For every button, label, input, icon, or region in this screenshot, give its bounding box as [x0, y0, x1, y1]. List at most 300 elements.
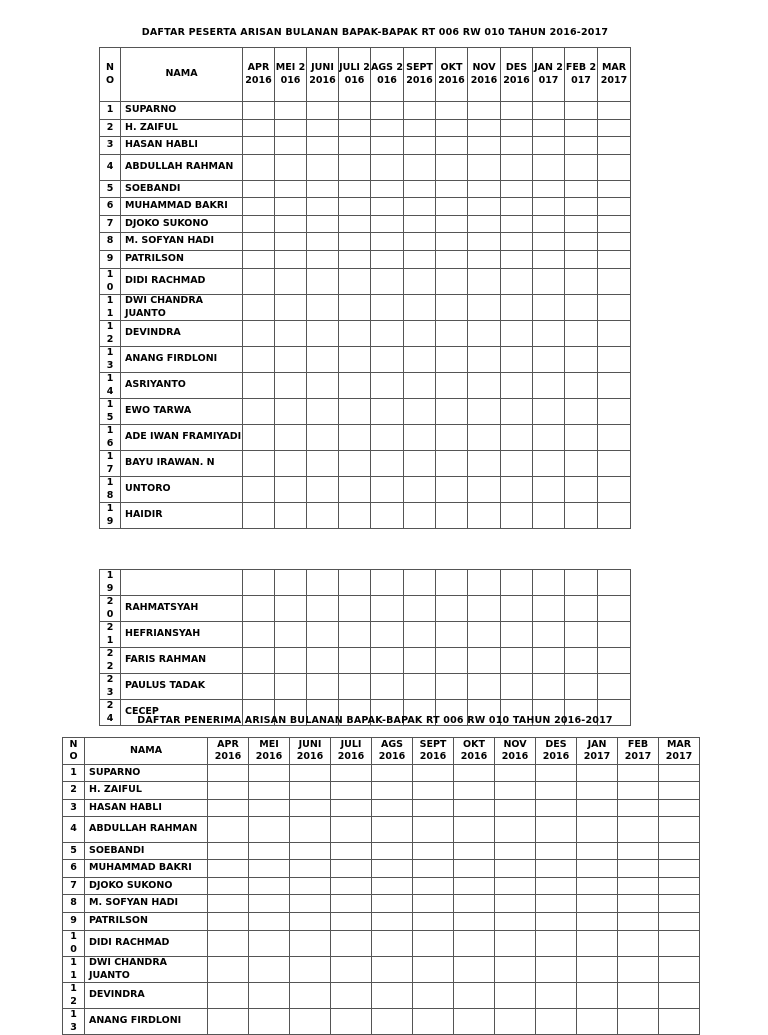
- month-cell[interactable]: [468, 477, 501, 503]
- month-cell[interactable]: [536, 817, 577, 843]
- month-cell[interactable]: [371, 181, 404, 198]
- month-cell[interactable]: [404, 233, 436, 251]
- month-cell[interactable]: [533, 216, 565, 233]
- month-cell[interactable]: [659, 1009, 700, 1035]
- month-cell[interactable]: [371, 477, 404, 503]
- month-cell[interactable]: [307, 233, 339, 251]
- month-cell[interactable]: [536, 983, 577, 1009]
- month-cell[interactable]: [659, 931, 700, 957]
- month-cell[interactable]: [618, 913, 659, 931]
- month-cell[interactable]: [249, 878, 290, 895]
- month-cell[interactable]: [339, 137, 371, 155]
- month-cell[interactable]: [536, 860, 577, 878]
- month-cell[interactable]: [536, 931, 577, 957]
- month-cell[interactable]: [339, 233, 371, 251]
- month-cell[interactable]: [436, 622, 468, 648]
- month-cell[interactable]: [331, 817, 372, 843]
- month-cell[interactable]: [598, 198, 631, 216]
- month-cell[interactable]: [618, 983, 659, 1009]
- month-cell[interactable]: [371, 570, 404, 596]
- month-cell[interactable]: [371, 503, 404, 529]
- month-cell[interactable]: [598, 451, 631, 477]
- month-cell[interactable]: [339, 181, 371, 198]
- month-cell[interactable]: [249, 983, 290, 1009]
- month-cell[interactable]: [436, 216, 468, 233]
- month-cell[interactable]: [533, 295, 565, 321]
- month-cell[interactable]: [598, 251, 631, 269]
- month-cell[interactable]: [371, 451, 404, 477]
- month-cell[interactable]: [371, 425, 404, 451]
- month-cell[interactable]: [565, 198, 598, 216]
- month-cell[interactable]: [339, 503, 371, 529]
- month-cell[interactable]: [372, 957, 413, 983]
- month-cell[interactable]: [577, 843, 618, 860]
- month-cell[interactable]: [404, 120, 436, 137]
- month-cell[interactable]: [339, 622, 371, 648]
- month-cell[interactable]: [501, 102, 533, 120]
- month-cell[interactable]: [307, 477, 339, 503]
- month-cell[interactable]: [468, 451, 501, 477]
- month-cell[interactable]: [618, 931, 659, 957]
- month-cell[interactable]: [436, 477, 468, 503]
- month-cell[interactable]: [618, 957, 659, 983]
- month-cell[interactable]: [331, 983, 372, 1009]
- month-cell[interactable]: [404, 155, 436, 181]
- month-cell[interactable]: [371, 155, 404, 181]
- month-cell[interactable]: [618, 800, 659, 817]
- month-cell[interactable]: [618, 878, 659, 895]
- month-cell[interactable]: [208, 983, 249, 1009]
- month-cell[interactable]: [413, 1009, 454, 1035]
- month-cell[interactable]: [290, 860, 331, 878]
- month-cell[interactable]: [468, 503, 501, 529]
- month-cell[interactable]: [501, 181, 533, 198]
- month-cell[interactable]: [436, 137, 468, 155]
- month-cell[interactable]: [339, 216, 371, 233]
- month-cell[interactable]: [275, 251, 307, 269]
- month-cell[interactable]: [290, 782, 331, 800]
- month-cell[interactable]: [404, 570, 436, 596]
- month-cell[interactable]: [618, 860, 659, 878]
- month-cell[interactable]: [468, 181, 501, 198]
- month-cell[interactable]: [436, 347, 468, 373]
- month-cell[interactable]: [275, 137, 307, 155]
- month-cell[interactable]: [275, 622, 307, 648]
- month-cell[interactable]: [659, 782, 700, 800]
- month-cell[interactable]: [565, 503, 598, 529]
- month-cell[interactable]: [436, 451, 468, 477]
- month-cell[interactable]: [659, 957, 700, 983]
- month-cell[interactable]: [436, 674, 468, 700]
- month-cell[interactable]: [468, 570, 501, 596]
- month-cell[interactable]: [565, 425, 598, 451]
- month-cell[interactable]: [249, 860, 290, 878]
- month-cell[interactable]: [468, 155, 501, 181]
- month-cell[interactable]: [577, 913, 618, 931]
- month-cell[interactable]: [290, 800, 331, 817]
- month-cell[interactable]: [243, 233, 275, 251]
- month-cell[interactable]: [243, 120, 275, 137]
- month-cell[interactable]: [565, 570, 598, 596]
- month-cell[interactable]: [339, 347, 371, 373]
- month-cell[interactable]: [495, 895, 536, 913]
- month-cell[interactable]: [249, 800, 290, 817]
- month-cell[interactable]: [501, 674, 533, 700]
- month-cell[interactable]: [404, 251, 436, 269]
- month-cell[interactable]: [249, 782, 290, 800]
- month-cell[interactable]: [307, 269, 339, 295]
- month-cell[interactable]: [468, 137, 501, 155]
- month-cell[interactable]: [598, 269, 631, 295]
- month-cell[interactable]: [468, 596, 501, 622]
- month-cell[interactable]: [331, 860, 372, 878]
- month-cell[interactable]: [372, 878, 413, 895]
- month-cell[interactable]: [275, 295, 307, 321]
- month-cell[interactable]: [436, 373, 468, 399]
- month-cell[interactable]: [454, 765, 495, 782]
- month-cell[interactable]: [565, 233, 598, 251]
- month-cell[interactable]: [533, 269, 565, 295]
- month-cell[interactable]: [413, 817, 454, 843]
- month-cell[interactable]: [501, 137, 533, 155]
- month-cell[interactable]: [331, 957, 372, 983]
- month-cell[interactable]: [495, 843, 536, 860]
- month-cell[interactable]: [208, 860, 249, 878]
- month-cell[interactable]: [307, 373, 339, 399]
- month-cell[interactable]: [565, 216, 598, 233]
- month-cell[interactable]: [372, 800, 413, 817]
- month-cell[interactable]: [436, 596, 468, 622]
- month-cell[interactable]: [307, 503, 339, 529]
- month-cell[interactable]: [404, 269, 436, 295]
- month-cell[interactable]: [249, 817, 290, 843]
- month-cell[interactable]: [413, 913, 454, 931]
- month-cell[interactable]: [243, 155, 275, 181]
- month-cell[interactable]: [307, 648, 339, 674]
- month-cell[interactable]: [404, 198, 436, 216]
- month-cell[interactable]: [436, 251, 468, 269]
- month-cell[interactable]: [404, 648, 436, 674]
- month-cell[interactable]: [331, 878, 372, 895]
- month-cell[interactable]: [249, 913, 290, 931]
- month-cell[interactable]: [468, 321, 501, 347]
- month-cell[interactable]: [404, 477, 436, 503]
- month-cell[interactable]: [413, 765, 454, 782]
- month-cell[interactable]: [413, 800, 454, 817]
- month-cell[interactable]: [339, 120, 371, 137]
- month-cell[interactable]: [565, 137, 598, 155]
- month-cell[interactable]: [339, 596, 371, 622]
- month-cell[interactable]: [495, 860, 536, 878]
- month-cell[interactable]: [501, 373, 533, 399]
- month-cell[interactable]: [495, 931, 536, 957]
- month-cell[interactable]: [659, 765, 700, 782]
- month-cell[interactable]: [659, 878, 700, 895]
- month-cell[interactable]: [249, 931, 290, 957]
- month-cell[interactable]: [331, 931, 372, 957]
- month-cell[interactable]: [436, 648, 468, 674]
- month-cell[interactable]: [598, 233, 631, 251]
- month-cell[interactable]: [577, 800, 618, 817]
- month-cell[interactable]: [372, 983, 413, 1009]
- month-cell[interactable]: [536, 1009, 577, 1035]
- month-cell[interactable]: [371, 216, 404, 233]
- month-cell[interactable]: [533, 181, 565, 198]
- month-cell[interactable]: [307, 570, 339, 596]
- month-cell[interactable]: [243, 425, 275, 451]
- month-cell[interactable]: [598, 674, 631, 700]
- month-cell[interactable]: [501, 622, 533, 648]
- month-cell[interactable]: [598, 503, 631, 529]
- month-cell[interactable]: [371, 347, 404, 373]
- month-cell[interactable]: [243, 102, 275, 120]
- month-cell[interactable]: [307, 425, 339, 451]
- month-cell[interactable]: [339, 477, 371, 503]
- month-cell[interactable]: [290, 913, 331, 931]
- month-cell[interactable]: [454, 782, 495, 800]
- month-cell[interactable]: [618, 895, 659, 913]
- month-cell[interactable]: [275, 347, 307, 373]
- month-cell[interactable]: [501, 399, 533, 425]
- month-cell[interactable]: [243, 399, 275, 425]
- month-cell[interactable]: [501, 269, 533, 295]
- month-cell[interactable]: [290, 1009, 331, 1035]
- month-cell[interactable]: [290, 878, 331, 895]
- month-cell[interactable]: [468, 648, 501, 674]
- month-cell[interactable]: [243, 596, 275, 622]
- month-cell[interactable]: [249, 1009, 290, 1035]
- month-cell[interactable]: [371, 269, 404, 295]
- month-cell[interactable]: [501, 596, 533, 622]
- month-cell[interactable]: [536, 878, 577, 895]
- month-cell[interactable]: [372, 913, 413, 931]
- month-cell[interactable]: [536, 895, 577, 913]
- month-cell[interactable]: [598, 648, 631, 674]
- month-cell[interactable]: [659, 817, 700, 843]
- month-cell[interactable]: [436, 321, 468, 347]
- month-cell[interactable]: [598, 321, 631, 347]
- month-cell[interactable]: [468, 295, 501, 321]
- month-cell[interactable]: [598, 181, 631, 198]
- month-cell[interactable]: [618, 765, 659, 782]
- month-cell[interactable]: [598, 570, 631, 596]
- month-cell[interactable]: [565, 674, 598, 700]
- month-cell[interactable]: [533, 674, 565, 700]
- month-cell[interactable]: [372, 843, 413, 860]
- month-cell[interactable]: [565, 451, 598, 477]
- month-cell[interactable]: [468, 216, 501, 233]
- month-cell[interactable]: [249, 895, 290, 913]
- month-cell[interactable]: [565, 321, 598, 347]
- month-cell[interactable]: [598, 137, 631, 155]
- month-cell[interactable]: [331, 913, 372, 931]
- month-cell[interactable]: [533, 451, 565, 477]
- month-cell[interactable]: [404, 674, 436, 700]
- month-cell[interactable]: [468, 425, 501, 451]
- month-cell[interactable]: [275, 596, 307, 622]
- month-cell[interactable]: [533, 373, 565, 399]
- month-cell[interactable]: [404, 451, 436, 477]
- month-cell[interactable]: [372, 860, 413, 878]
- month-cell[interactable]: [454, 817, 495, 843]
- month-cell[interactable]: [275, 102, 307, 120]
- month-cell[interactable]: [501, 233, 533, 251]
- month-cell[interactable]: [565, 648, 598, 674]
- month-cell[interactable]: [565, 269, 598, 295]
- month-cell[interactable]: [404, 373, 436, 399]
- month-cell[interactable]: [598, 596, 631, 622]
- month-cell[interactable]: [371, 674, 404, 700]
- month-cell[interactable]: [331, 800, 372, 817]
- month-cell[interactable]: [454, 895, 495, 913]
- month-cell[interactable]: [243, 503, 275, 529]
- month-cell[interactable]: [495, 983, 536, 1009]
- month-cell[interactable]: [495, 765, 536, 782]
- month-cell[interactable]: [243, 269, 275, 295]
- month-cell[interactable]: [565, 347, 598, 373]
- month-cell[interactable]: [468, 120, 501, 137]
- month-cell[interactable]: [436, 269, 468, 295]
- month-cell[interactable]: [404, 347, 436, 373]
- month-cell[interactable]: [339, 451, 371, 477]
- month-cell[interactable]: [577, 895, 618, 913]
- month-cell[interactable]: [371, 102, 404, 120]
- month-cell[interactable]: [468, 347, 501, 373]
- month-cell[interactable]: [404, 295, 436, 321]
- month-cell[interactable]: [331, 782, 372, 800]
- month-cell[interactable]: [307, 120, 339, 137]
- month-cell[interactable]: [275, 570, 307, 596]
- month-cell[interactable]: [468, 674, 501, 700]
- month-cell[interactable]: [371, 251, 404, 269]
- month-cell[interactable]: [501, 295, 533, 321]
- month-cell[interactable]: [372, 782, 413, 800]
- month-cell[interactable]: [501, 251, 533, 269]
- month-cell[interactable]: [533, 233, 565, 251]
- month-cell[interactable]: [436, 155, 468, 181]
- month-cell[interactable]: [404, 596, 436, 622]
- month-cell[interactable]: [501, 198, 533, 216]
- month-cell[interactable]: [454, 913, 495, 931]
- month-cell[interactable]: [577, 765, 618, 782]
- month-cell[interactable]: [533, 425, 565, 451]
- month-cell[interactable]: [468, 233, 501, 251]
- month-cell[interactable]: [290, 843, 331, 860]
- month-cell[interactable]: [275, 181, 307, 198]
- month-cell[interactable]: [501, 451, 533, 477]
- month-cell[interactable]: [659, 843, 700, 860]
- month-cell[interactable]: [275, 399, 307, 425]
- month-cell[interactable]: [565, 596, 598, 622]
- month-cell[interactable]: [618, 817, 659, 843]
- month-cell[interactable]: [339, 648, 371, 674]
- month-cell[interactable]: [533, 570, 565, 596]
- month-cell[interactable]: [454, 983, 495, 1009]
- month-cell[interactable]: [454, 800, 495, 817]
- month-cell[interactable]: [307, 295, 339, 321]
- month-cell[interactable]: [307, 596, 339, 622]
- month-cell[interactable]: [533, 137, 565, 155]
- month-cell[interactable]: [536, 843, 577, 860]
- month-cell[interactable]: [290, 931, 331, 957]
- month-cell[interactable]: [339, 570, 371, 596]
- month-cell[interactable]: [339, 102, 371, 120]
- month-cell[interactable]: [307, 181, 339, 198]
- month-cell[interactable]: [275, 674, 307, 700]
- month-cell[interactable]: [468, 269, 501, 295]
- month-cell[interactable]: [331, 765, 372, 782]
- month-cell[interactable]: [533, 596, 565, 622]
- month-cell[interactable]: [275, 321, 307, 347]
- month-cell[interactable]: [565, 102, 598, 120]
- month-cell[interactable]: [565, 155, 598, 181]
- month-cell[interactable]: [659, 860, 700, 878]
- month-cell[interactable]: [243, 295, 275, 321]
- month-cell[interactable]: [536, 957, 577, 983]
- month-cell[interactable]: [275, 269, 307, 295]
- month-cell[interactable]: [208, 782, 249, 800]
- month-cell[interactable]: [208, 878, 249, 895]
- month-cell[interactable]: [436, 399, 468, 425]
- month-cell[interactable]: [413, 860, 454, 878]
- month-cell[interactable]: [371, 198, 404, 216]
- month-cell[interactable]: [372, 931, 413, 957]
- month-cell[interactable]: [243, 373, 275, 399]
- month-cell[interactable]: [618, 843, 659, 860]
- month-cell[interactable]: [208, 931, 249, 957]
- month-cell[interactable]: [598, 425, 631, 451]
- month-cell[interactable]: [577, 878, 618, 895]
- month-cell[interactable]: [436, 295, 468, 321]
- month-cell[interactable]: [275, 233, 307, 251]
- month-cell[interactable]: [275, 477, 307, 503]
- month-cell[interactable]: [243, 570, 275, 596]
- month-cell[interactable]: [598, 216, 631, 233]
- month-cell[interactable]: [331, 895, 372, 913]
- month-cell[interactable]: [372, 895, 413, 913]
- month-cell[interactable]: [249, 843, 290, 860]
- month-cell[interactable]: [243, 251, 275, 269]
- month-cell[interactable]: [598, 399, 631, 425]
- month-cell[interactable]: [413, 878, 454, 895]
- month-cell[interactable]: [618, 782, 659, 800]
- month-cell[interactable]: [371, 120, 404, 137]
- month-cell[interactable]: [372, 765, 413, 782]
- month-cell[interactable]: [436, 570, 468, 596]
- month-cell[interactable]: [307, 155, 339, 181]
- month-cell[interactable]: [275, 216, 307, 233]
- month-cell[interactable]: [404, 102, 436, 120]
- month-cell[interactable]: [659, 895, 700, 913]
- month-cell[interactable]: [371, 233, 404, 251]
- month-cell[interactable]: [454, 931, 495, 957]
- month-cell[interactable]: [436, 181, 468, 198]
- month-cell[interactable]: [290, 765, 331, 782]
- month-cell[interactable]: [659, 913, 700, 931]
- month-cell[interactable]: [275, 155, 307, 181]
- month-cell[interactable]: [372, 817, 413, 843]
- month-cell[interactable]: [307, 321, 339, 347]
- month-cell[interactable]: [339, 373, 371, 399]
- month-cell[interactable]: [501, 648, 533, 674]
- month-cell[interactable]: [533, 102, 565, 120]
- month-cell[interactable]: [243, 451, 275, 477]
- month-cell[interactable]: [413, 957, 454, 983]
- month-cell[interactable]: [243, 321, 275, 347]
- month-cell[interactable]: [436, 198, 468, 216]
- month-cell[interactable]: [307, 251, 339, 269]
- month-cell[interactable]: [290, 895, 331, 913]
